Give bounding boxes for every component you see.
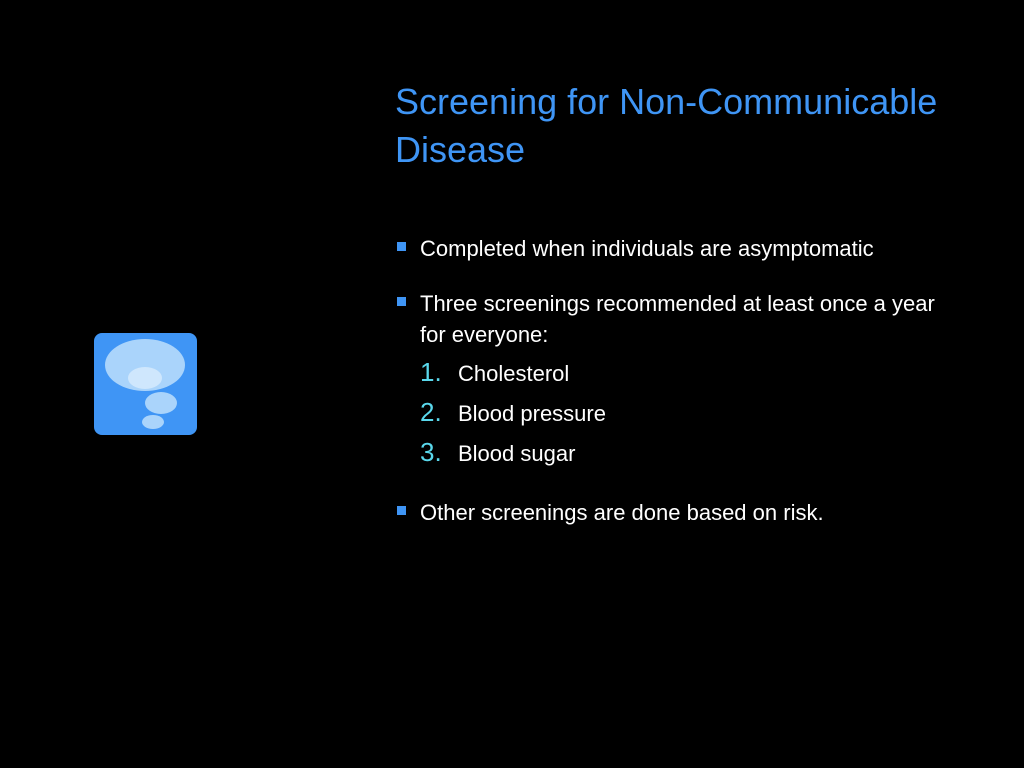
- bullet-text: Completed when individuals are asymptomatic: [420, 236, 874, 261]
- numbered-item-text: Blood sugar: [458, 441, 576, 466]
- bullet-item: [396, 233, 936, 264]
- number-marker: 3.: [420, 437, 442, 467]
- numbered-list: [420, 353, 936, 473]
- number-marker: 2.: [420, 397, 442, 427]
- slide-title: Screening for Non-Communicable Disease: [395, 81, 938, 170]
- bullet-item: [396, 288, 936, 473]
- bullet-text: Three screenings recommended at least once a year for everyone:: [420, 291, 935, 347]
- numbered-item: [420, 433, 936, 473]
- bullet-text: Other screenings are done based on risk.: [420, 500, 824, 525]
- number-marker: 1.: [420, 357, 442, 387]
- bullet-item: [396, 497, 936, 528]
- numbered-item-text: Cholesterol: [458, 361, 570, 386]
- bullet-list: [396, 233, 936, 552]
- numbered-item-text: Blood pressure: [458, 401, 606, 426]
- numbered-item: [420, 353, 936, 393]
- square-bullet-icon: [397, 506, 406, 515]
- square-bullet-icon: [397, 297, 406, 306]
- square-bullet-icon: [397, 242, 406, 251]
- numbered-item: [420, 393, 936, 433]
- thought-bubble-icon: [94, 333, 197, 435]
